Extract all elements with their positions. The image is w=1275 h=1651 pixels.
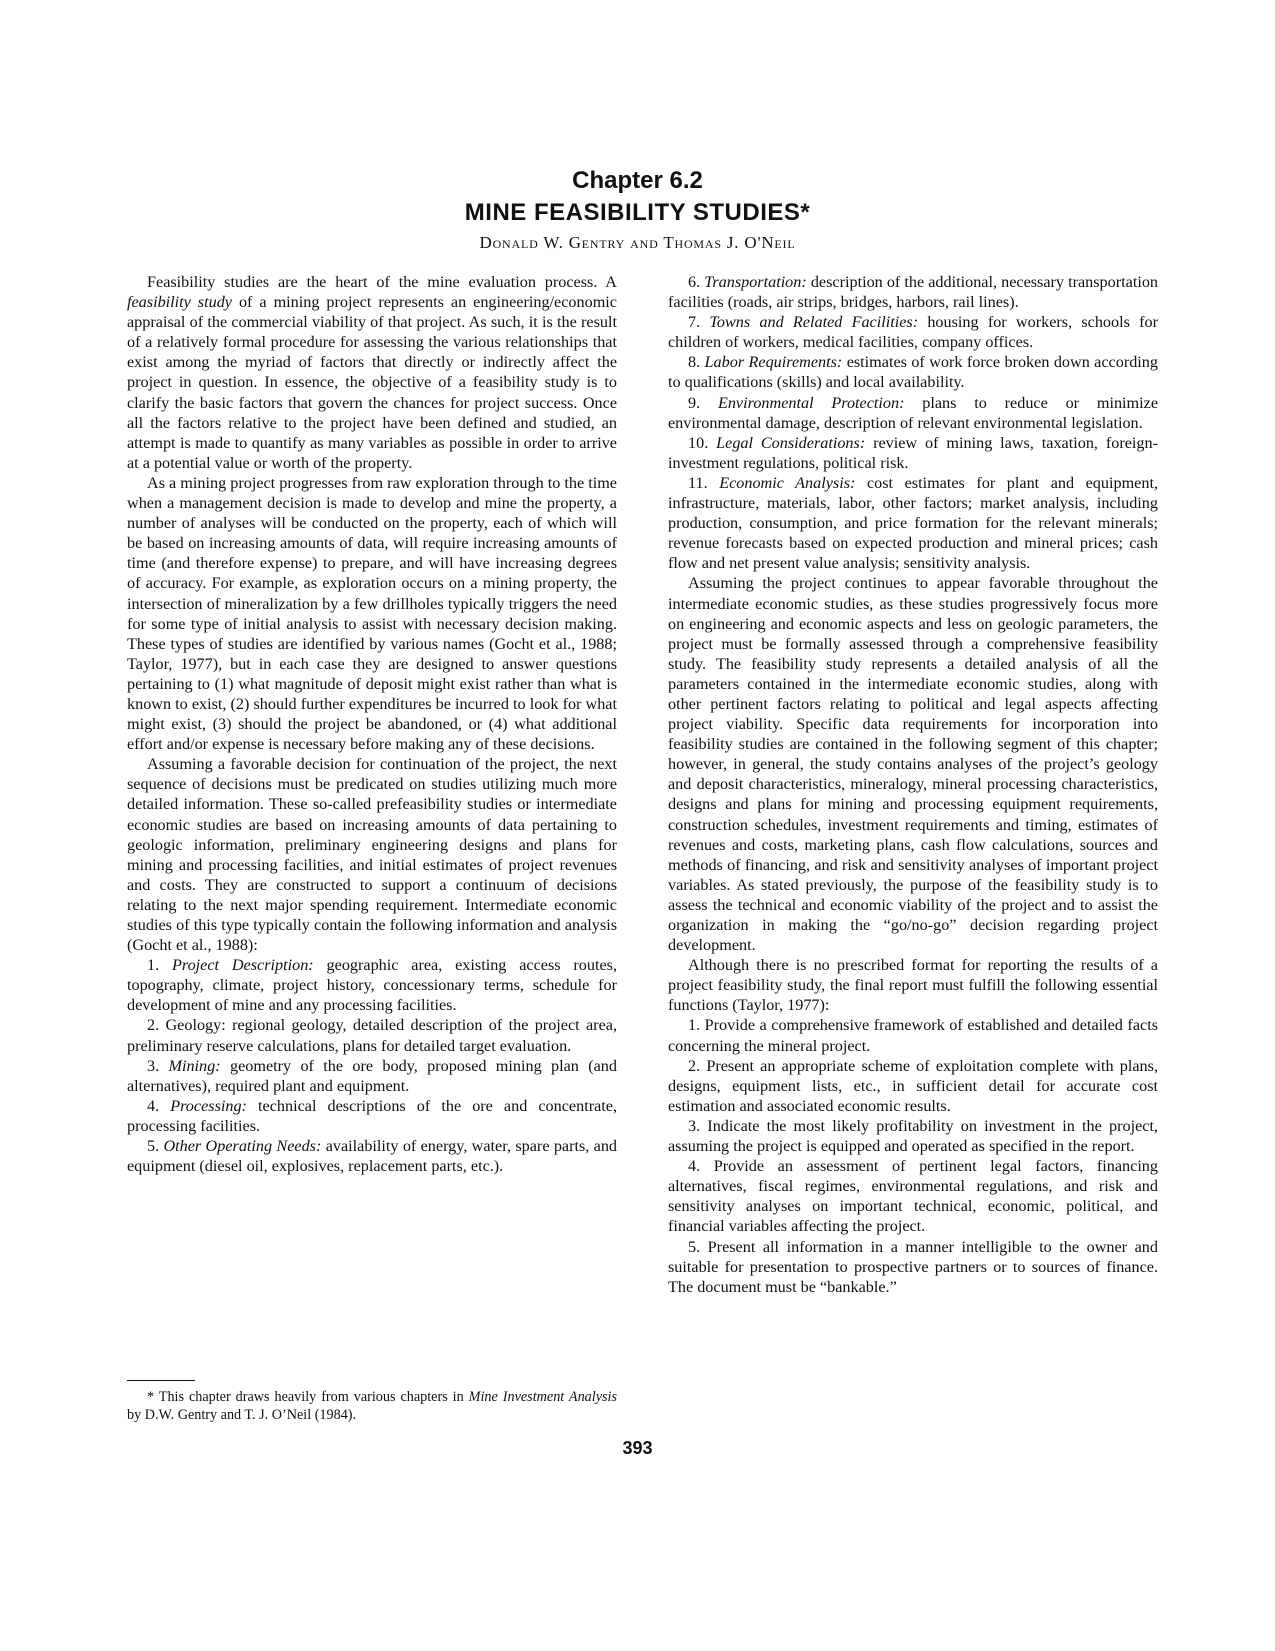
chapter-number: Chapter 6.2	[572, 167, 703, 194]
right-column	[668, 272, 1158, 1297]
list-item: 8. Labor Requirements: estimates of work force broken down according to qualifications (skills) and local availability.	[668, 353, 1158, 392]
paragraph: Assuming a favorable decision for continuation of the project, the next sequence of decisions must be predicated on studies utilizing much more detailed information. These so-called prefeasibility studies or intermediate economic studies are based on increasing amounts of data pertaining to geologic information, preliminary engineering designs and plans for mining and processing facilities, and initial estimates of project revenues and costs. They are constructed to support a continuum of decisions relating to the next major spending requirement. Intermediate economic studies of this type typically contain the following information and analysis (Gocht et al., 1988):	[127, 755, 617, 955]
list-item: 1. Project Description: geographic area, existing access routes, topography, climate, project history, concessionary terms, schedule for development of mine and any processing facilities.	[127, 956, 618, 1015]
paragraph: Assuming the project continues to appear favorable throughout the intermediate economic studies, as these studies progressively focus more on engineering and economic aspects and less on geologic parameters, the project must be formally assessed through a comprehensive feasibility study. The feasibility study represents a detailed analysis of all the parameters contained in the intermediate economic studies, along with other pertinent factors relating to political and legal aspects affecting project viability. Specific data requirements for incorporation into feasibility studies are contained in the following segment of this chapter; however, in general, the study contains analyses of the project’s geology and deposit characteristics, mineralogy, mineral processing characteristics, designs and plans for mining and processing equipment requirements, construction schedules, investment requirements and timing, estimates of revenues and costs, marketing plans, cash flow calculations, sources and methods of financing, and risk and sensitivity analyses of important project variables. As stated previously, the purpose of the feasibility study is to assess the technical and economic viability of the project and to assist the organization in making the “go/no-go” decision regarding project development.	[668, 574, 1158, 955]
list-item: 5. Other Operating Needs: availability of energy, water, spare parts, and equipment (diesel oil, explosives, replacement parts, etc.).	[127, 1137, 618, 1176]
list-item: 6. Transportation: description of the additional, necessary transportation facilities (roads, air strips, bridges, harbors, rail lines).	[668, 273, 1159, 312]
paragraph: As a mining project progresses from raw exploration through to the time when a management decision is made to develop and mine the property, a number of analyses will be conducted on the property, each of which will be based on increasing amounts of data, will require increasing amounts of time (and therefore expense) to prepare, and will have increasing degrees of accuracy. For example, as exploration occurs on a mining property, the intersection of mineralization by a few drillholes typically triggers the need for some type of initial analysis to assist with necessary decision making. These types of studies are identified by various names (Gocht et al., 1988; Taylor, 1977), but in each case they are designed to answer questions pertaining to (1) what magnitude of deposit might exist rather than what is known to exist, (2) should further expenditures be incurred to look for what might exist, (3) should the project be abandoned, or (4) what additional effort and/or expense is necessary before making any of these decisions.	[127, 473, 617, 754]
footnote	[127, 1388, 617, 1424]
left-column	[127, 272, 617, 1176]
footnote-text: * This chapter draws heavily from various chapters in Mine Investment Analysis by D.W. Gentry and T. J. O’Neil (1984).	[127, 1389, 618, 1423]
list-item: 4. Processing: technical descriptions of the ore and concentrate, processing facilities.	[127, 1096, 618, 1135]
paragraph: Feasibility studies are the heart of the mine evaluation process. A feasibility study of a mining project represents an engineering/economic appraisal of the commercial viability of that project. As such, it is the result of a relatively formal procedure for assessing the various relationships that exist among the myriad of factors that directly or indirectly affect the project in question. In essence, the objective of a feasibility study is to clarify the basic factors that govern the chances for project success. Once all the factors relative to the project have been defined and studied, an attempt is made to quantify as many variables as possible in order to arrive at a potential value or worth of the property.	[127, 273, 617, 472]
list-item: 3. Mining: geometry of the ore body, proposed mining plan (and alternatives), required plant and equipment.	[127, 1056, 617, 1095]
list-item: 11. Economic Analysis: cost estimates for plant and equipment, infrastructure, materials, labor, other factors; market analysis, including production, consumption, and price formation for the relevant minerals; revenue forecasts based on expected production and mineral prices; cash flow and net present value analysis; sensitivity analysis.	[668, 473, 1158, 573]
list-item: 4. Provide an assessment of pertinent legal factors, financing alternatives, fiscal regimes, environmental regulations, and risk and sensitivity analyses on important technical, economic, political, and financial variables affecting the project.	[668, 1157, 1158, 1236]
list-item: 10. Legal Considerations: review of mining laws, taxation, foreign-investment regulations, political risk.	[668, 433, 1158, 472]
footnote-rule	[127, 1380, 195, 1381]
paragraph: Although there is no prescribed format for reporting the results of a project feasibility study, the final report must fulfill the following essential functions (Taylor, 1977):	[668, 956, 1158, 1015]
list-item: 1. Provide a comprehensive framework of established and detailed facts concerning the mineral project.	[668, 1016, 1158, 1055]
list-item: 5. Present all information in a manner intelligible to the owner and suitable for presentation to prospective partners or to sources of finance. The document must be “bankable.”	[668, 1237, 1158, 1296]
chapter-header	[0, 165, 1275, 253]
page-number: 393	[622, 1438, 653, 1458]
report-functions-list	[668, 1015, 1158, 1296]
list-item: 7. Towns and Related Facilities: housing for workers, schools for children of workers, medical facilities, company offices.	[668, 313, 1158, 352]
list-item: 3. Indicate the most likely profitability on investment in the project, assuming the project is equipped and operated as specified in the report.	[668, 1116, 1158, 1156]
list-item: 9. Environmental Protection: plans to reduce or minimize environmental damage, description of relevant environmental legislation.	[668, 393, 1159, 432]
authors: Donald W. Gentry and Thomas J. O'Neil	[479, 233, 796, 252]
list-item: 2. Present an appropriate scheme of exploitation complete with plans, designs, equipment lists, etc., in sufficient detail for accurate cost estimation and associated economic results.	[668, 1056, 1158, 1115]
list-item: 2. Geology: regional geology, detailed description of the project area, preliminary reserve calculations, plans for detailed target evaluation.	[127, 1016, 617, 1055]
chapter-title: MINE FEASIBILITY STUDIES*	[464, 199, 811, 226]
study-contents-list	[127, 955, 617, 1176]
study-contents-list-continued	[668, 272, 1158, 573]
